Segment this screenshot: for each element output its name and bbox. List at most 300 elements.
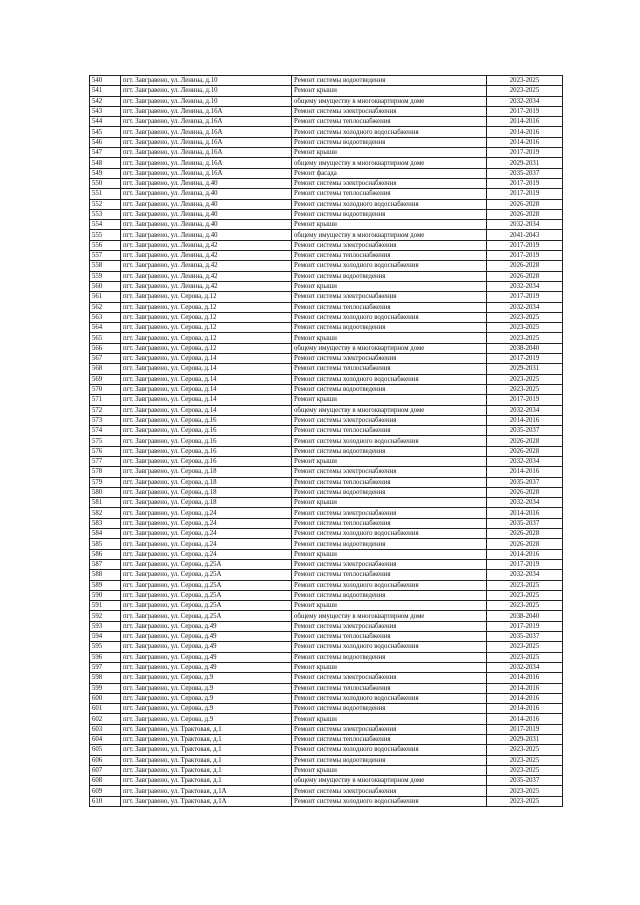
work-type-cell: Ремонт крыши xyxy=(292,281,487,291)
period-cell: 2023-2025 xyxy=(487,652,563,662)
row-number-cell: 609 xyxy=(90,786,121,796)
address-cell: пгт. Завгравено, ул. Серова, д.14 xyxy=(121,405,292,415)
address-cell: пгт. Завгравено, ул. Серова, д.18 xyxy=(121,467,292,477)
work-type-cell: Ремонт системы водоотведения xyxy=(292,76,487,86)
period-cell: 2026-2028 xyxy=(487,539,563,549)
table-row xyxy=(90,693,563,703)
row-number-cell: 576 xyxy=(90,446,121,456)
table-row xyxy=(90,518,563,528)
work-type-cell: Ремонт системы теплоснабжения xyxy=(292,735,487,745)
table-row xyxy=(90,127,563,137)
period-cell: 2026-2028 xyxy=(487,271,563,281)
table-row xyxy=(90,199,563,209)
row-number-cell: 610 xyxy=(90,796,121,806)
row-number-cell: 596 xyxy=(90,652,121,662)
row-number-cell: 600 xyxy=(90,693,121,703)
row-number-cell: 599 xyxy=(90,683,121,693)
row-number-cell: 543 xyxy=(90,106,121,116)
row-number-cell: 589 xyxy=(90,580,121,590)
work-type-cell: Ремонт крыши xyxy=(292,498,487,508)
period-cell: 2026-2028 xyxy=(487,199,563,209)
work-type-cell: Ремонт системы водоотведения xyxy=(292,590,487,600)
row-number-cell: 586 xyxy=(90,549,121,559)
address-cell: пгт. Завгравено, ул. Серова, д.9 xyxy=(121,704,292,714)
table-row xyxy=(90,312,563,322)
table-row xyxy=(90,662,563,672)
period-cell: 2032-2034 xyxy=(487,220,563,230)
row-number-cell: 546 xyxy=(90,137,121,147)
address-cell: пгт. Завгравено, ул. Серова, д.14 xyxy=(121,395,292,405)
table-row xyxy=(90,673,563,683)
row-number-cell: 540 xyxy=(90,76,121,86)
work-type-cell: Ремонт крыши xyxy=(292,333,487,343)
period-cell: 2023-2025 xyxy=(487,323,563,333)
period-cell: 2026-2028 xyxy=(487,209,563,219)
period-cell: 2023-2025 xyxy=(487,76,563,86)
period-cell: 2035-2037 xyxy=(487,518,563,528)
table-row xyxy=(90,168,563,178)
period-cell: 2032-2034 xyxy=(487,456,563,466)
address-cell: пгт. Завгравено, ул. Серова, д.25А xyxy=(121,590,292,600)
address-cell: пгт. Завгравено, ул. Ленина, д.10 xyxy=(121,96,292,106)
work-type-cell: Ремонт системы холодного водоснабжения xyxy=(292,199,487,209)
row-number-cell: 547 xyxy=(90,148,121,158)
table-row xyxy=(90,570,563,580)
table-row xyxy=(90,230,563,240)
period-cell: 2023-2025 xyxy=(487,384,563,394)
address-cell: пгт. Завгравено, ул. Серова, д.9 xyxy=(121,673,292,683)
row-number-cell: 549 xyxy=(90,168,121,178)
period-cell: 2014-2016 xyxy=(487,693,563,703)
work-type-cell: Ремонт системы электроснабжения xyxy=(292,786,487,796)
period-cell: 2032-2034 xyxy=(487,498,563,508)
row-number-cell: 587 xyxy=(90,559,121,569)
table-row xyxy=(90,755,563,765)
work-type-cell: Ремонт системы холодного водоснабжения xyxy=(292,796,487,806)
period-cell: 2014-2016 xyxy=(487,117,563,127)
period-cell: 2017-2019 xyxy=(487,189,563,199)
work-type-cell: Ремонт системы холодного водоснабжения xyxy=(292,580,487,590)
table-row xyxy=(90,148,563,158)
work-type-cell: Ремонт системы водоотведения xyxy=(292,446,487,456)
work-type-cell: Ремонт системы водоотведения xyxy=(292,487,487,497)
work-type-cell: Ремонт системы водоотведения xyxy=(292,704,487,714)
address-cell: пгт. Завгравено, ул. Ленина, д.16А xyxy=(121,158,292,168)
period-cell: 2014-2016 xyxy=(487,673,563,683)
row-number-cell: 568 xyxy=(90,364,121,374)
row-number-cell: 559 xyxy=(90,271,121,281)
table-row xyxy=(90,580,563,590)
address-cell: пгт. Завгравено, ул. Серова, д.49 xyxy=(121,652,292,662)
address-cell: пгт. Завгравено, ул. Серова, д.12 xyxy=(121,323,292,333)
table-row xyxy=(90,498,563,508)
address-cell: пгт. Завгравено, ул. Серова, д.24 xyxy=(121,529,292,539)
work-type-cell: Ремонт системы теплоснабжения xyxy=(292,364,487,374)
work-type-cell: Ремонт крыши xyxy=(292,148,487,158)
work-type-cell: Ремонт системы теплоснабжения xyxy=(292,570,487,580)
row-number-cell: 585 xyxy=(90,539,121,549)
table-row xyxy=(90,456,563,466)
address-cell: пгт. Завгравено, ул. Серова, д.49 xyxy=(121,662,292,672)
address-cell: пгт. Завгравено, ул. Серова, д.16 xyxy=(121,446,292,456)
period-cell: 2014-2016 xyxy=(487,683,563,693)
period-cell: 2038-2040 xyxy=(487,343,563,353)
work-type-cell: Ремонт системы электроснабжения xyxy=(292,508,487,518)
period-cell: 2032-2034 xyxy=(487,662,563,672)
address-cell: пгт. Завгравено, ул. Трактовая, д.1 xyxy=(121,776,292,786)
address-cell: пгт. Завгравено, ул. Ленина, д.16А xyxy=(121,137,292,147)
address-cell: пгт. Завгравено, ул. Трактовая, д.1А xyxy=(121,786,292,796)
address-cell: пгт. Завгравено, ул. Серова, д.12 xyxy=(121,343,292,353)
address-cell: пгт. Завгравено, ул. Ленина, д.40 xyxy=(121,189,292,199)
row-number-cell: 545 xyxy=(90,127,121,137)
table-row xyxy=(90,395,563,405)
address-cell: пгт. Завгравено, ул. Серова, д.24 xyxy=(121,539,292,549)
row-number-cell: 598 xyxy=(90,673,121,683)
row-number-cell: 604 xyxy=(90,735,121,745)
table-row xyxy=(90,281,563,291)
work-type-cell: Ремонт крыши xyxy=(292,395,487,405)
work-type-cell: общему имуществу в многоквартирном доме xyxy=(292,611,487,621)
row-number-cell: 575 xyxy=(90,436,121,446)
work-type-cell: Ремонт крыши xyxy=(292,456,487,466)
work-type-cell: Ремонт системы электроснабжения xyxy=(292,621,487,631)
work-type-cell: Ремонт системы теплоснабжения xyxy=(292,683,487,693)
table-row xyxy=(90,271,563,281)
address-cell: пгт. Завгравено, ул. Ленина, д.16А xyxy=(121,148,292,158)
table-row xyxy=(90,292,563,302)
address-cell: пгт. Завгравено, ул. Серова, д.25А xyxy=(121,559,292,569)
work-type-cell: Ремонт системы холодного водоснабжения xyxy=(292,374,487,384)
work-type-cell: Ремонт крыши xyxy=(292,765,487,775)
address-cell: пгт. Завгравено, ул. Серова, д.18 xyxy=(121,487,292,497)
period-cell: 2035-2037 xyxy=(487,632,563,642)
address-cell: пгт. Завгравено, ул. Серова, д.14 xyxy=(121,384,292,394)
table-row xyxy=(90,539,563,549)
table-body xyxy=(90,76,563,807)
period-cell: 2017-2019 xyxy=(487,395,563,405)
table-row xyxy=(90,189,563,199)
table-row xyxy=(90,220,563,230)
period-cell: 2017-2019 xyxy=(487,178,563,188)
work-type-cell: Ремонт системы водоотведения xyxy=(292,323,487,333)
work-type-cell: Ремонт системы холодного водоснабжения xyxy=(292,261,487,271)
period-cell: 2014-2016 xyxy=(487,137,563,147)
work-type-cell: Ремонт системы электроснабжения xyxy=(292,673,487,683)
period-cell: 2035-2037 xyxy=(487,426,563,436)
address-cell: пгт. Завгравено, ул. Ленина, д.40 xyxy=(121,199,292,209)
row-number-cell: 588 xyxy=(90,570,121,580)
row-number-cell: 554 xyxy=(90,220,121,230)
work-type-cell: Ремонт системы холодного водоснабжения xyxy=(292,693,487,703)
address-cell: пгт. Завгравено, ул. Серова, д.16 xyxy=(121,456,292,466)
period-cell: 2032-2034 xyxy=(487,570,563,580)
work-type-cell: Ремонт системы электроснабжения xyxy=(292,106,487,116)
period-cell: 2014-2016 xyxy=(487,704,563,714)
table-row xyxy=(90,477,563,487)
address-cell: пгт. Завгравено, ул. Серова, д.49 xyxy=(121,642,292,652)
row-number-cell: 550 xyxy=(90,178,121,188)
table-row xyxy=(90,158,563,168)
row-number-cell: 558 xyxy=(90,261,121,271)
table-row xyxy=(90,735,563,745)
period-cell: 2014-2016 xyxy=(487,714,563,724)
table-row xyxy=(90,137,563,147)
work-type-cell: Ремонт системы водоотведения xyxy=(292,755,487,765)
period-cell: 2023-2025 xyxy=(487,86,563,96)
period-cell: 2017-2019 xyxy=(487,559,563,569)
table-row xyxy=(90,96,563,106)
address-cell: пгт. Завгравено, ул. Ленина, д.16А xyxy=(121,106,292,116)
table-row xyxy=(90,559,563,569)
work-type-cell: Ремонт системы теплоснабжения xyxy=(292,189,487,199)
work-type-cell: Ремонт системы теплоснабжения xyxy=(292,302,487,312)
period-cell: 2035-2037 xyxy=(487,168,563,178)
work-type-cell: Ремонт системы водоотведения xyxy=(292,539,487,549)
work-type-cell: Ремонт крыши xyxy=(292,220,487,230)
address-cell: пгт. Завгравено, ул. Ленина, д.16А xyxy=(121,117,292,127)
row-number-cell: 566 xyxy=(90,343,121,353)
table-row xyxy=(90,384,563,394)
work-type-cell: Ремонт системы электроснабжения xyxy=(292,178,487,188)
work-type-cell: Ремонт системы электроснабжения xyxy=(292,354,487,364)
row-number-cell: 594 xyxy=(90,632,121,642)
period-cell: 2038-2040 xyxy=(487,611,563,621)
period-cell: 2014-2016 xyxy=(487,549,563,559)
row-number-cell: 597 xyxy=(90,662,121,672)
table-row xyxy=(90,426,563,436)
table-row xyxy=(90,343,563,353)
table-row xyxy=(90,549,563,559)
row-number-cell: 583 xyxy=(90,518,121,528)
address-cell: пгт. Завгравено, ул. Серова, д.14 xyxy=(121,354,292,364)
address-cell: пгт. Завгравено, ул. Серова, д.25А xyxy=(121,570,292,580)
row-number-cell: 591 xyxy=(90,601,121,611)
period-cell: 2023-2025 xyxy=(487,642,563,652)
work-type-cell: Ремонт системы теплоснабжения xyxy=(292,518,487,528)
row-number-cell: 551 xyxy=(90,189,121,199)
row-number-cell: 561 xyxy=(90,292,121,302)
period-cell: 2014-2016 xyxy=(487,127,563,137)
row-number-cell: 572 xyxy=(90,405,121,415)
table-row xyxy=(90,611,563,621)
table-row xyxy=(90,76,563,86)
table-row xyxy=(90,415,563,425)
work-type-cell: общему имуществу в многоквартирном доме xyxy=(292,96,487,106)
period-cell: 2023-2025 xyxy=(487,765,563,775)
work-type-cell: Ремонт крыши xyxy=(292,86,487,96)
work-type-cell: Ремонт системы холодного водоснабжения xyxy=(292,312,487,322)
address-cell: пгт. Завгравено, ул. Серова, д.24 xyxy=(121,508,292,518)
address-cell: пгт. Завгравено, ул. Серова, д.9 xyxy=(121,693,292,703)
address-cell: пгт. Завгравено, ул. Ленина, д.42 xyxy=(121,251,292,261)
table-row xyxy=(90,333,563,343)
period-cell: 2035-2037 xyxy=(487,477,563,487)
address-cell: пгт. Завгравено, ул. Трактовая, д.1 xyxy=(121,724,292,734)
period-cell: 2017-2019 xyxy=(487,292,563,302)
row-number-cell: 553 xyxy=(90,209,121,219)
row-number-cell: 602 xyxy=(90,714,121,724)
table-row xyxy=(90,251,563,261)
address-cell: пгт. Завгравено, ул. Ленина, д.42 xyxy=(121,281,292,291)
work-type-cell: Ремонт системы теплоснабжения xyxy=(292,117,487,127)
period-cell: 2029-2031 xyxy=(487,364,563,374)
row-number-cell: 607 xyxy=(90,765,121,775)
address-cell: пгт. Завгравено, ул. Серова, д.24 xyxy=(121,549,292,559)
table-row xyxy=(90,374,563,384)
period-cell: 2023-2025 xyxy=(487,374,563,384)
period-cell: 2023-2025 xyxy=(487,312,563,322)
address-cell: пгт. Завгравено, ул. Серова, д.49 xyxy=(121,632,292,642)
period-cell: 2023-2025 xyxy=(487,745,563,755)
work-type-cell: Ремонт системы электроснабжения xyxy=(292,467,487,477)
address-cell: пгт. Завгравено, ул. Ленина, д.10 xyxy=(121,76,292,86)
table-row xyxy=(90,106,563,116)
row-number-cell: 581 xyxy=(90,498,121,508)
work-type-cell: Ремонт системы теплоснабжения xyxy=(292,426,487,436)
table-row xyxy=(90,436,563,446)
work-type-cell: Ремонт системы теплоснабжения xyxy=(292,477,487,487)
period-cell: 2029-2031 xyxy=(487,158,563,168)
work-type-cell: Ремонт системы электроснабжения xyxy=(292,415,487,425)
row-number-cell: 603 xyxy=(90,724,121,734)
table-row xyxy=(90,642,563,652)
period-cell: 2017-2019 xyxy=(487,106,563,116)
period-cell: 2014-2016 xyxy=(487,467,563,477)
table-row xyxy=(90,323,563,333)
table-row xyxy=(90,714,563,724)
table-row xyxy=(90,467,563,477)
period-cell: 2023-2025 xyxy=(487,796,563,806)
row-number-cell: 580 xyxy=(90,487,121,497)
table-row xyxy=(90,765,563,775)
address-cell: пгт. Завгравено, ул. Серова, д.9 xyxy=(121,683,292,693)
work-type-cell: Ремонт системы электроснабжения xyxy=(292,724,487,734)
period-cell: 2017-2019 xyxy=(487,724,563,734)
table-row xyxy=(90,508,563,518)
table-row xyxy=(90,724,563,734)
period-cell: 2035-2037 xyxy=(487,776,563,786)
row-number-cell: 542 xyxy=(90,96,121,106)
row-number-cell: 548 xyxy=(90,158,121,168)
repair-schedule-table xyxy=(89,75,563,807)
period-cell: 2017-2019 xyxy=(487,251,563,261)
work-type-cell: Ремонт крыши xyxy=(292,601,487,611)
row-number-cell: 590 xyxy=(90,590,121,600)
period-cell: 2014-2016 xyxy=(487,415,563,425)
table-row xyxy=(90,601,563,611)
work-type-cell: Ремонт системы электроснабжения xyxy=(292,240,487,250)
address-cell: пгт. Завгравено, ул. Серова, д.16 xyxy=(121,426,292,436)
row-number-cell: 541 xyxy=(90,86,121,96)
table-row xyxy=(90,621,563,631)
period-cell: 2023-2025 xyxy=(487,590,563,600)
period-cell: 2023-2025 xyxy=(487,333,563,343)
address-cell: пгт. Завгравено, ул. Ленина, д.40 xyxy=(121,220,292,230)
work-type-cell: Ремонт системы водоотведения xyxy=(292,209,487,219)
address-cell: пгт. Завгравено, ул. Ленина, д.42 xyxy=(121,240,292,250)
work-type-cell: Ремонт системы холодного водоснабжения xyxy=(292,436,487,446)
address-cell: пгт. Завгравено, ул. Ленина, д.40 xyxy=(121,209,292,219)
address-cell: пгт. Завгравено, ул. Серова, д.25А xyxy=(121,601,292,611)
address-cell: пгт. Завгравено, ул. Серова, д.12 xyxy=(121,292,292,302)
row-number-cell: 584 xyxy=(90,529,121,539)
period-cell: 2032-2034 xyxy=(487,281,563,291)
address-cell: пгт. Завгравено, ул. Ленина, д.10 xyxy=(121,86,292,96)
address-cell: пгт. Завгравено, ул. Ленина, д.16А xyxy=(121,168,292,178)
row-number-cell: 555 xyxy=(90,230,121,240)
row-number-cell: 578 xyxy=(90,467,121,477)
address-cell: пгт. Завгравено, ул. Серова, д.25А xyxy=(121,611,292,621)
address-cell: пгт. Завгравено, ул. Трактовая, д.1 xyxy=(121,765,292,775)
row-number-cell: 565 xyxy=(90,333,121,343)
row-number-cell: 552 xyxy=(90,199,121,209)
address-cell: пгт. Завгравено, ул. Ленина, д.42 xyxy=(121,271,292,281)
table-row xyxy=(90,364,563,374)
row-number-cell: 582 xyxy=(90,508,121,518)
address-cell: пгт. Завгравено, ул. Серова, д.16 xyxy=(121,415,292,425)
table-row xyxy=(90,178,563,188)
work-type-cell: Ремонт крыши xyxy=(292,549,487,559)
work-type-cell: Ремонт фасада xyxy=(292,168,487,178)
address-cell: пгт. Завгравено, ул. Трактовая, д.1 xyxy=(121,745,292,755)
work-type-cell: Ремонт системы водоотведения xyxy=(292,384,487,394)
row-number-cell: 574 xyxy=(90,426,121,436)
row-number-cell: 570 xyxy=(90,384,121,394)
address-cell: пгт. Завгравено, ул. Ленина, д.42 xyxy=(121,261,292,271)
period-cell: 2032-2034 xyxy=(487,302,563,312)
period-cell: 2023-2025 xyxy=(487,580,563,590)
row-number-cell: 571 xyxy=(90,395,121,405)
period-cell: 2026-2028 xyxy=(487,529,563,539)
row-number-cell: 557 xyxy=(90,251,121,261)
table-row xyxy=(90,683,563,693)
row-number-cell: 569 xyxy=(90,374,121,384)
table-row xyxy=(90,405,563,415)
table-row xyxy=(90,261,563,271)
period-cell: 2023-2025 xyxy=(487,755,563,765)
work-type-cell: Ремонт системы холодного водоснабжения xyxy=(292,127,487,137)
row-number-cell: 608 xyxy=(90,776,121,786)
table-row xyxy=(90,776,563,786)
address-cell: пгт. Завгравено, ул. Серова, д.18 xyxy=(121,498,292,508)
period-cell: 2029-2031 xyxy=(487,735,563,745)
work-type-cell: Ремонт системы теплоснабжения xyxy=(292,632,487,642)
address-cell: пгт. Завгравено, ул. Серова, д.14 xyxy=(121,374,292,384)
work-type-cell: общему имуществу в многоквартирном доме xyxy=(292,230,487,240)
address-cell: пгт. Завгравено, ул. Ленина, д.16А xyxy=(121,127,292,137)
row-number-cell: 556 xyxy=(90,240,121,250)
table-row xyxy=(90,86,563,96)
address-cell: пгт. Завгравено, ул. Серова, д.12 xyxy=(121,312,292,322)
address-cell: пгт. Завгравено, ул. Ленина, д.40 xyxy=(121,230,292,240)
work-type-cell: Ремонт крыши xyxy=(292,714,487,724)
work-type-cell: Ремонт системы электроснабжения xyxy=(292,292,487,302)
row-number-cell: 564 xyxy=(90,323,121,333)
work-type-cell: Ремонт системы водоотведения xyxy=(292,137,487,147)
address-cell: пгт. Завгравено, ул. Серова, д.12 xyxy=(121,302,292,312)
period-cell: 2017-2019 xyxy=(487,621,563,631)
row-number-cell: 606 xyxy=(90,755,121,765)
table-row xyxy=(90,354,563,364)
table-row xyxy=(90,632,563,642)
period-cell: 2041-2043 xyxy=(487,230,563,240)
table-row xyxy=(90,302,563,312)
table-row xyxy=(90,745,563,755)
row-number-cell: 605 xyxy=(90,745,121,755)
address-cell: пгт. Завгравено, ул. Трактовая, д.1 xyxy=(121,755,292,765)
address-cell: пгт. Завгравено, ул. Ленина, д.40 xyxy=(121,178,292,188)
